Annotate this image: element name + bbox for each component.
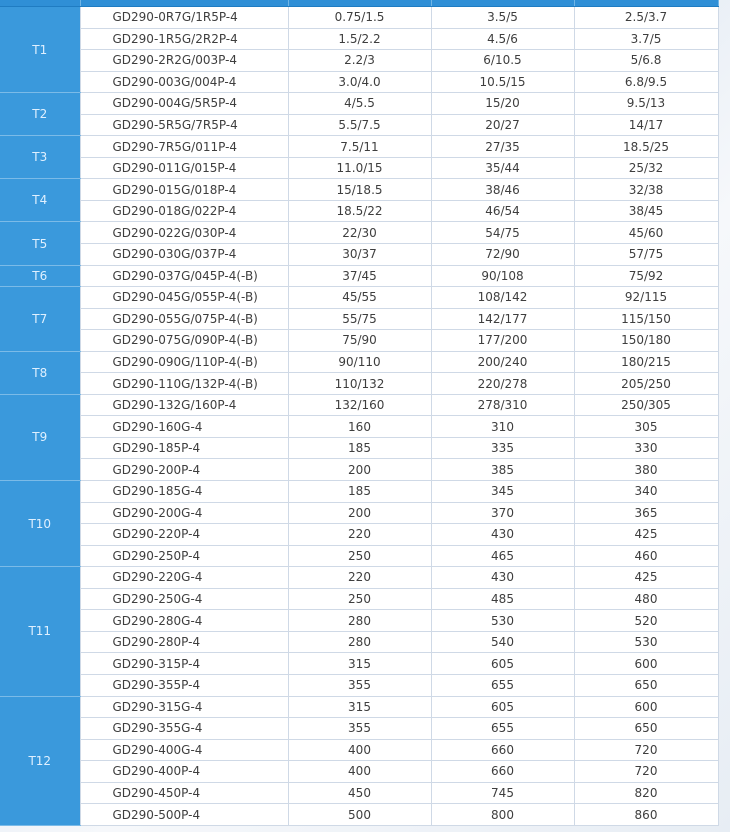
input-current-cell: 27/35 [431, 136, 574, 158]
output-current-cell: 9.5/13 [574, 93, 718, 115]
output-current-cell: 18.5/25 [574, 136, 718, 158]
power-cell: 200 [288, 459, 431, 481]
input-current-cell: 15/20 [431, 93, 574, 115]
table-body [0, 7, 718, 826]
output-current-cell: 115/150 [574, 308, 718, 330]
output-current-cell: 5/6.8 [574, 50, 718, 72]
input-current-cell: 54/75 [431, 222, 574, 244]
input-current-cell: 345 [431, 481, 574, 503]
model-cell: GD290-004G/5R5P-4 [80, 93, 288, 115]
frame-size-cell: T12 [0, 696, 80, 825]
input-current-cell: 142/177 [431, 308, 574, 330]
table-row [0, 567, 718, 589]
input-current-cell: 465 [431, 545, 574, 567]
table-row [0, 782, 718, 804]
input-current-cell: 4.5/6 [431, 28, 574, 50]
model-cell: GD290-030G/037P-4 [80, 244, 288, 266]
output-current-cell: 92/115 [574, 287, 718, 309]
table-row [0, 524, 718, 546]
model-cell: GD290-315P-4 [80, 653, 288, 675]
input-current-cell: 430 [431, 567, 574, 589]
power-cell: 220 [288, 524, 431, 546]
model-cell: GD290-7R5G/011P-4 [80, 136, 288, 158]
table-row [0, 481, 718, 503]
output-current-cell: 720 [574, 739, 718, 761]
input-current-cell: 38/46 [431, 179, 574, 201]
table-row [0, 674, 718, 696]
power-cell: 0.75/1.5 [288, 7, 431, 29]
frame-size-cell: T1 [0, 7, 80, 93]
table-row [0, 804, 718, 826]
power-cell: 45/55 [288, 287, 431, 309]
power-cell: 185 [288, 481, 431, 503]
table-row [0, 545, 718, 567]
model-cell: GD290-280G-4 [80, 610, 288, 632]
input-current-cell: 660 [431, 761, 574, 783]
power-cell: 315 [288, 696, 431, 718]
power-cell: 220 [288, 567, 431, 589]
table-row [0, 7, 718, 29]
power-cell: 37/45 [288, 265, 431, 287]
input-current-cell: 35/44 [431, 157, 574, 179]
model-cell: GD290-185G-4 [80, 481, 288, 503]
frame-size-cell: T8 [0, 351, 80, 394]
output-current-cell: 365 [574, 502, 718, 524]
table-row [0, 351, 718, 373]
frame-size-cell: T9 [0, 394, 80, 480]
power-cell: 18.5/22 [288, 200, 431, 222]
input-current-cell: 370 [431, 502, 574, 524]
output-current-cell: 820 [574, 782, 718, 804]
output-current-cell: 480 [574, 588, 718, 610]
power-cell: 1.5/2.2 [288, 28, 431, 50]
model-cell: GD290-355P-4 [80, 674, 288, 696]
model-cell: GD290-400P-4 [80, 761, 288, 783]
input-current-cell: 605 [431, 653, 574, 675]
model-cell: GD290-045G/055P-4(-B) [80, 287, 288, 309]
power-cell: 280 [288, 610, 431, 632]
table-row [0, 114, 718, 136]
frame-size-cell: T6 [0, 265, 80, 287]
model-cell: GD290-200P-4 [80, 459, 288, 481]
power-cell: 11.0/15 [288, 157, 431, 179]
table-row [0, 437, 718, 459]
table-row [0, 71, 718, 93]
input-current-cell: 430 [431, 524, 574, 546]
power-cell: 280 [288, 631, 431, 653]
output-current-cell: 530 [574, 631, 718, 653]
power-cell: 75/90 [288, 330, 431, 352]
input-current-cell: 72/90 [431, 244, 574, 266]
input-current-cell: 655 [431, 718, 574, 740]
power-cell: 55/75 [288, 308, 431, 330]
table-row [0, 93, 718, 115]
power-cell: 90/110 [288, 351, 431, 373]
output-current-cell: 305 [574, 416, 718, 438]
input-current-cell: 745 [431, 782, 574, 804]
input-current-cell: 20/27 [431, 114, 574, 136]
input-current-cell: 385 [431, 459, 574, 481]
output-current-cell: 720 [574, 761, 718, 783]
table-row [0, 200, 718, 222]
model-cell: GD290-220P-4 [80, 524, 288, 546]
model-cell: GD290-055G/075P-4(-B) [80, 308, 288, 330]
power-cell: 132/160 [288, 394, 431, 416]
output-current-cell: 180/215 [574, 351, 718, 373]
table-row [0, 265, 718, 287]
model-cell: GD290-018G/022P-4 [80, 200, 288, 222]
output-current-cell: 340 [574, 481, 718, 503]
power-cell: 185 [288, 437, 431, 459]
output-current-cell: 600 [574, 653, 718, 675]
frame-size-cell: T7 [0, 287, 80, 352]
input-current-cell: 200/240 [431, 351, 574, 373]
output-current-cell: 330 [574, 437, 718, 459]
table-row [0, 157, 718, 179]
power-cell: 500 [288, 804, 431, 826]
power-cell: 400 [288, 739, 431, 761]
output-current-cell: 75/92 [574, 265, 718, 287]
power-cell: 200 [288, 502, 431, 524]
output-current-cell: 250/305 [574, 394, 718, 416]
output-current-cell: 57/75 [574, 244, 718, 266]
input-current-cell: 335 [431, 437, 574, 459]
power-cell: 110/132 [288, 373, 431, 395]
model-cell: GD290-2R2G/003P-4 [80, 50, 288, 72]
output-current-cell: 32/38 [574, 179, 718, 201]
input-current-cell: 278/310 [431, 394, 574, 416]
input-current-cell: 540 [431, 631, 574, 653]
input-current-cell: 108/142 [431, 287, 574, 309]
table-row [0, 718, 718, 740]
model-cell: GD290-090G/110P-4(-B) [80, 351, 288, 373]
input-current-cell: 485 [431, 588, 574, 610]
model-cell: GD290-160G-4 [80, 416, 288, 438]
output-current-cell: 425 [574, 567, 718, 589]
model-cell: GD290-015G/018P-4 [80, 179, 288, 201]
power-cell: 450 [288, 782, 431, 804]
table-row [0, 308, 718, 330]
power-cell: 4/5.5 [288, 93, 431, 115]
model-cell: GD290-0R7G/1R5P-4 [80, 7, 288, 29]
input-current-cell: 660 [431, 739, 574, 761]
model-cell: GD290-132G/160P-4 [80, 394, 288, 416]
power-cell: 355 [288, 718, 431, 740]
power-cell: 355 [288, 674, 431, 696]
power-cell: 250 [288, 588, 431, 610]
power-cell: 315 [288, 653, 431, 675]
model-cell: GD290-250P-4 [80, 545, 288, 567]
power-cell: 3.0/4.0 [288, 71, 431, 93]
model-cell: GD290-250G-4 [80, 588, 288, 610]
model-cell: GD290-450P-4 [80, 782, 288, 804]
input-current-cell: 6/10.5 [431, 50, 574, 72]
output-current-cell: 205/250 [574, 373, 718, 395]
table-row [0, 588, 718, 610]
table-row [0, 136, 718, 158]
frame-size-cell: T3 [0, 136, 80, 179]
table-row [0, 244, 718, 266]
input-current-cell: 177/200 [431, 330, 574, 352]
frame-size-cell: T5 [0, 222, 80, 265]
output-current-cell: 600 [574, 696, 718, 718]
power-cell: 250 [288, 545, 431, 567]
power-cell: 7.5/11 [288, 136, 431, 158]
model-cell: GD290-022G/030P-4 [80, 222, 288, 244]
table-row [0, 50, 718, 72]
table-row [0, 287, 718, 309]
output-current-cell: 650 [574, 674, 718, 696]
model-cell: GD290-280P-4 [80, 631, 288, 653]
frame-size-cell: T2 [0, 93, 80, 136]
table-row [0, 739, 718, 761]
output-current-cell: 520 [574, 610, 718, 632]
model-cell: GD290-037G/045P-4(-B) [80, 265, 288, 287]
frame-size-cell: T4 [0, 179, 80, 222]
output-current-cell: 3.7/5 [574, 28, 718, 50]
table-row [0, 610, 718, 632]
table-row [0, 653, 718, 675]
power-cell: 160 [288, 416, 431, 438]
model-cell: GD290-315G-4 [80, 696, 288, 718]
input-current-cell: 800 [431, 804, 574, 826]
input-current-cell: 655 [431, 674, 574, 696]
output-current-cell: 650 [574, 718, 718, 740]
model-cell: GD290-110G/132P-4(-B) [80, 373, 288, 395]
output-current-cell: 860 [574, 804, 718, 826]
model-cell: GD290-400G-4 [80, 739, 288, 761]
input-current-cell: 605 [431, 696, 574, 718]
table-row [0, 222, 718, 244]
table-row [0, 696, 718, 718]
input-current-cell: 10.5/15 [431, 71, 574, 93]
power-cell: 30/37 [288, 244, 431, 266]
input-current-cell: 46/54 [431, 200, 574, 222]
input-current-cell: 220/278 [431, 373, 574, 395]
table-row [0, 761, 718, 783]
output-current-cell: 6.8/9.5 [574, 71, 718, 93]
input-current-cell: 310 [431, 416, 574, 438]
table-row [0, 330, 718, 352]
power-cell: 5.5/7.5 [288, 114, 431, 136]
input-current-cell: 90/108 [431, 265, 574, 287]
table-row [0, 179, 718, 201]
output-current-cell: 460 [574, 545, 718, 567]
table-row [0, 459, 718, 481]
model-cell: GD290-1R5G/2R2P-4 [80, 28, 288, 50]
model-cell: GD290-355G-4 [80, 718, 288, 740]
power-cell: 22/30 [288, 222, 431, 244]
output-current-cell: 425 [574, 524, 718, 546]
output-current-cell: 14/17 [574, 114, 718, 136]
model-cell: GD290-011G/015P-4 [80, 157, 288, 179]
model-cell: GD290-003G/004P-4 [80, 71, 288, 93]
frame-size-cell: T10 [0, 481, 80, 567]
model-cell: GD290-220G-4 [80, 567, 288, 589]
table-row [0, 416, 718, 438]
model-cell: GD290-185P-4 [80, 437, 288, 459]
table-row [0, 631, 718, 653]
model-cell: GD290-500P-4 [80, 804, 288, 826]
output-current-cell: 2.5/3.7 [574, 7, 718, 29]
table-row [0, 394, 718, 416]
model-cell: GD290-5R5G/7R5P-4 [80, 114, 288, 136]
output-current-cell: 380 [574, 459, 718, 481]
power-cell: 15/18.5 [288, 179, 431, 201]
output-current-cell: 25/32 [574, 157, 718, 179]
power-cell: 400 [288, 761, 431, 783]
table-row [0, 28, 718, 50]
output-current-cell: 45/60 [574, 222, 718, 244]
model-cell: GD290-200G-4 [80, 502, 288, 524]
output-current-cell: 150/180 [574, 330, 718, 352]
output-current-cell: 38/45 [574, 200, 718, 222]
table-row [0, 502, 718, 524]
table-row [0, 373, 718, 395]
input-current-cell: 530 [431, 610, 574, 632]
model-cell: GD290-075G/090P-4(-B) [80, 330, 288, 352]
input-current-cell: 3.5/5 [431, 7, 574, 29]
power-cell: 2.2/3 [288, 50, 431, 72]
frame-size-cell: T11 [0, 567, 80, 696]
